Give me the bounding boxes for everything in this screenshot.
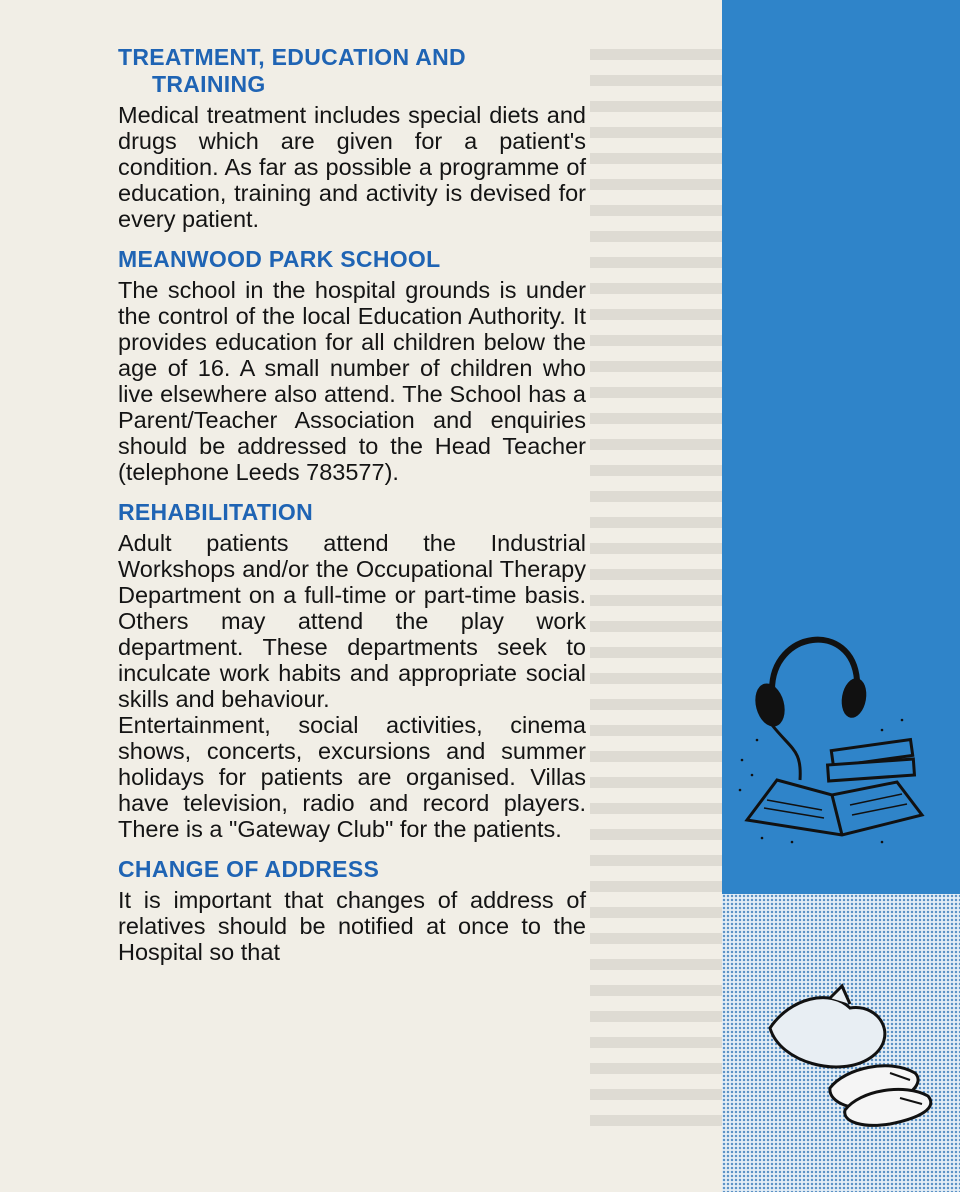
section-body-continued: Entertainment, social activities, cinema shows, concerts, excursions and summer holidays for patients are organised. Villas have television, radio and record players. There is a "Gateway Club" for the patients. [118, 712, 586, 842]
text-column [118, 44, 586, 979]
section-change-of-address [118, 856, 586, 965]
decorative-sidebar [722, 0, 960, 1192]
section-heading: CHANGE OF ADDRESS [118, 856, 380, 882]
section-rehabilitation [118, 499, 586, 842]
section-heading: MEANWOOD PARK SCHOOL [118, 246, 441, 272]
section-treatment [118, 44, 586, 232]
bag-and-slippers-icon [750, 978, 950, 1128]
heading-line-2: TRAINING [152, 71, 266, 97]
headphones-and-books-icon [732, 610, 932, 850]
section-body: It is important that changes of address of relatives should be notified at once to the Hospital so that [118, 887, 586, 965]
section-heading: REHABILITATION [118, 499, 313, 525]
heading-line-1: TREATMENT, EDUCATION AND [118, 44, 466, 70]
section-body: Medical treatment includes special diets and drugs which are given for a patient's condition. As far as possible a programme of education, training and activity is devised for every patient. [118, 102, 586, 232]
section-school [118, 246, 586, 485]
section-body: Adult patients attend the Industrial Workshops and/or the Occupational Therapy Department on a full-time or part-time basis. Others may attend the play work department. These departments seek to inculcate work habits and appropriate social skills and behaviour. [118, 530, 586, 712]
section-body: The school in the hospital grounds is under the control of the local Education Authority. It provides education for all children below the age of 16. A small number of children who live elsewhere also attend. The School has a Parent/Teacher Association and enquiries should be addressed to the Head Teacher (telephone Leeds 783577). [118, 277, 586, 485]
section-heading [118, 44, 586, 98]
